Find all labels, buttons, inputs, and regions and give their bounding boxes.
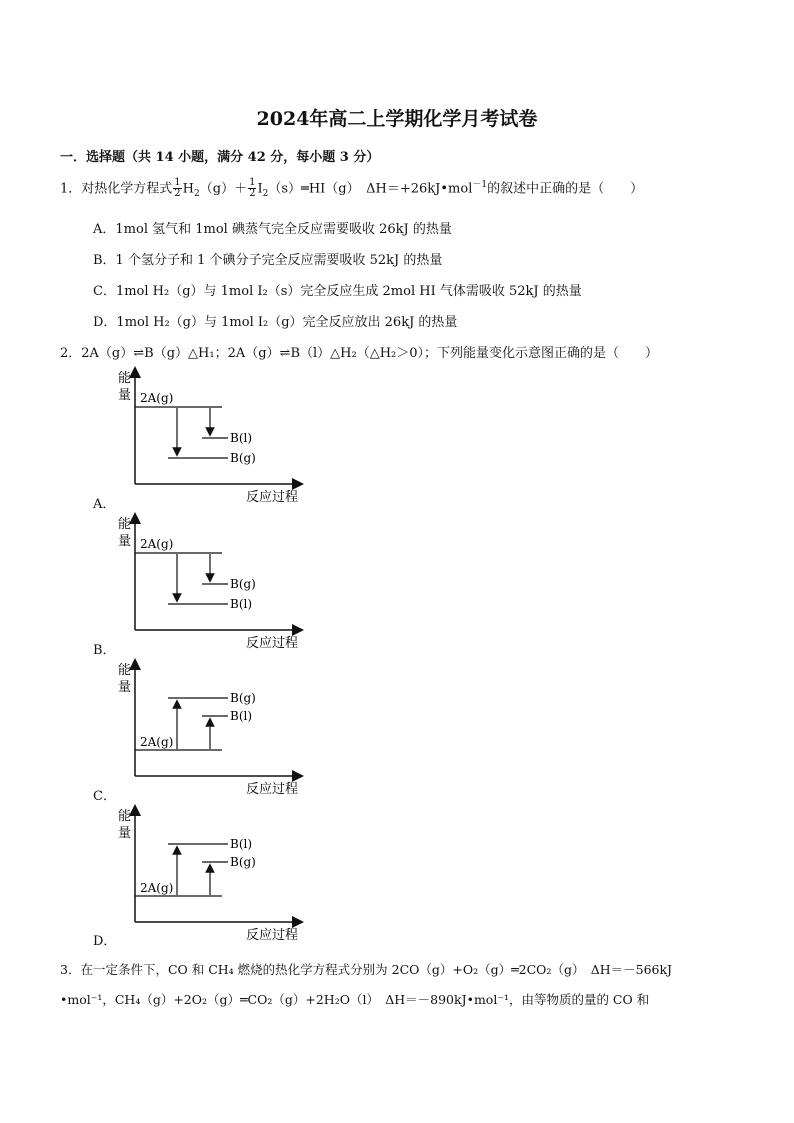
- q1-option-b: B．1 个氢分子和 1 个碘分子完全反应需要吸收 52kJ 的热量: [93, 253, 443, 268]
- y-label-1: 能: [118, 517, 132, 532]
- x-label: 反应过程: [246, 490, 299, 505]
- energy-diagram-d: [110, 804, 310, 944]
- frac-den: 2: [174, 188, 181, 200]
- reactant-label: 2A(g): [140, 537, 174, 551]
- upper-label: B(g): [230, 691, 256, 705]
- q2-stem: 2．2A（g）⇌B（g）△H₁；2A（g）⇌B（l）△H₂（△H₂＞0）；下列能量变化示意图正确的是（ ）: [60, 346, 659, 361]
- page-title: 2024年高二上学期化学月考试卷: [256, 108, 538, 130]
- energy-diagram-b: [110, 512, 310, 652]
- x-label: 反应过程: [246, 636, 299, 651]
- q1-option-a: A．1mol 氢气和 1mol 碘蒸气完全反应需要吸收 26kJ 的热量: [93, 222, 452, 237]
- fraction-half: [173, 178, 181, 199]
- q1-option-c: C．1mol H₂（g）与 1mol I₂（s）完全反应生成 2mol HI 气体需吸收 52kJ 的热量: [93, 284, 582, 299]
- y-label-1: 能: [118, 663, 132, 678]
- q1-stem-b: （g）＋: [199, 181, 248, 197]
- diagram-d-letter: D．: [93, 934, 117, 949]
- q1-stem-a: 对热化学方程式: [81, 181, 173, 197]
- x-label: 反应过程: [246, 928, 299, 943]
- y-label-2: 量: [118, 826, 132, 841]
- frac-num: 1: [174, 177, 181, 189]
- q3-line-2: •mol⁻¹，CH₄（g）+2O₂（g）═CO₂（g）+2H₂O（l） ΔH＝－890kJ•mol⁻¹，由等物质的量的 CO 和: [60, 992, 650, 1007]
- upper-label: B(g): [230, 577, 256, 591]
- energy-diagram-c: [110, 658, 310, 798]
- upper-label: B(l): [230, 431, 253, 445]
- y-label-2: 量: [118, 680, 132, 695]
- diagram-c-letter: C．: [93, 789, 116, 804]
- diagram-b-letter: B．: [93, 643, 116, 658]
- i2-sub: 2: [262, 188, 269, 199]
- lower-label: B(l): [230, 597, 253, 611]
- q1-sup: －1: [472, 180, 488, 190]
- y-label-1: 能: [118, 371, 132, 386]
- q1-stem-c: （s）═HI（g） ΔH＝+26kJ•mol: [268, 181, 473, 197]
- frac-num-2: 1: [249, 177, 256, 189]
- upper-label: B(l): [230, 837, 253, 851]
- diagram-a-letter: A．: [93, 497, 116, 512]
- h2-symbol: H: [182, 181, 195, 197]
- q1-stem-d: 的叙述中正确的是（ ）: [487, 181, 644, 197]
- q1-stem: [60, 177, 643, 199]
- x-label: 反应过程: [246, 782, 299, 797]
- lower-label: B(g): [230, 855, 256, 869]
- reactant-label: 2A(g): [140, 881, 174, 895]
- y-label-1: 能: [118, 809, 132, 824]
- i2-symbol: I: [257, 181, 263, 197]
- q1-option-d: D．1mol H₂（g）与 1mol I₂（g）完全反应放出 26kJ 的热量: [93, 315, 458, 330]
- section-heading: 一．选择题（共 14 小题，满分 42 分，每小题 3 分）: [60, 150, 380, 165]
- reactant-label: 2A(g): [140, 391, 174, 405]
- q1-number: 1．: [60, 181, 82, 197]
- reactant-label: 2A(g): [140, 735, 174, 749]
- y-label-2: 量: [118, 534, 132, 549]
- lower-label: B(g): [230, 451, 256, 465]
- fraction-half-2: [248, 178, 256, 199]
- q3-line-1: 3．在一定条件下，CO 和 CH₄ 燃烧的热化学方程式分别为 2CO（g）+O₂（g）═2CO₂（g） ΔH＝－566kJ: [60, 962, 673, 977]
- energy-diagram-a: [110, 366, 310, 506]
- h2-sub: 2: [194, 188, 200, 199]
- frac-den-2: 2: [249, 188, 256, 200]
- lower-label: B(l): [230, 709, 253, 723]
- y-label-2: 量: [118, 388, 132, 403]
